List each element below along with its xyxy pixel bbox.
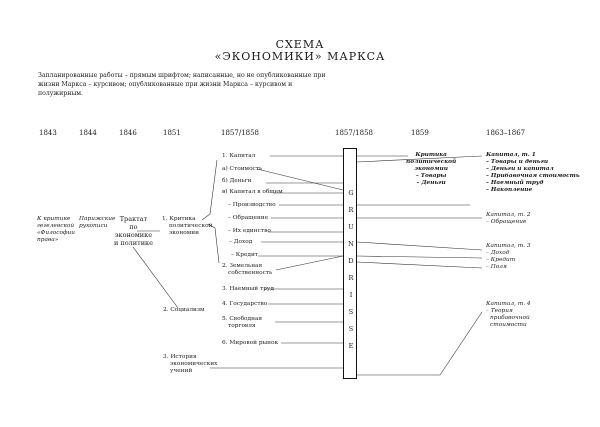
work-capital-vol1: Капитал, т. 1 – Товары и деньги – Деньги и капитал – Прибавочная стоимость – Наемный труд – Накопление: [486, 152, 580, 193]
grundrisse-letter: G: [348, 189, 354, 197]
diagram-title-line2: «ЭКОНОМИКИ» МАРКСА: [214, 50, 386, 63]
year-1859: 1859: [411, 129, 429, 137]
plan-credit: – Кредит: [231, 252, 259, 258]
work-1844-paris-manuscripts: Парижские рукописи: [79, 216, 116, 229]
year-1863-1867: 1863–1867: [486, 129, 526, 137]
plan-capital: 1. Капитал: [222, 153, 256, 159]
plan-wage-labour: 3. Наемный труд: [222, 286, 274, 292]
year-1851: 1851: [163, 129, 181, 137]
legend-paragraph: Запланированные работы – прямым шрифтом; написанные, но не опубликованные при жизни Маркса – курсивом; опубликованные при жизни Маркса – курсивом и полужирным.: [38, 72, 326, 97]
grundrisse-letter: U: [348, 223, 354, 231]
plan-production: – Производство: [228, 202, 276, 208]
plan-value: а) Стоимость: [222, 166, 263, 172]
work-capital-vol4: Капитал, т. 4 – Теория прибавочной стоимости: [486, 301, 531, 328]
grundrisse-letter: S: [348, 325, 354, 333]
grundrisse-letter: S: [348, 308, 354, 316]
work-1851-socialism: 2. Социализм: [163, 307, 205, 313]
plan-unity: – Их единство: [228, 228, 271, 234]
year-1857-plan: 1857/1858: [221, 129, 259, 137]
diagram-title-line1: СХЕМА: [275, 38, 325, 51]
grundrisse-letter: E: [348, 342, 354, 350]
plan-circulation: – Обращение: [228, 215, 269, 221]
work-1851-critique: 1. Критика политической экономии: [162, 216, 213, 236]
plan-landed-property: 2. Земельная собственность: [222, 263, 273, 276]
grundrisse-letter: D: [348, 257, 354, 265]
plan-state: 4. Государство: [222, 301, 268, 307]
plan-capital-general: в) Капитал в общем: [222, 189, 283, 195]
plan-revenue: – Доход: [229, 239, 253, 245]
work-1851-history: 3. История экономических учений: [163, 354, 218, 374]
work-capital-vol3: Капитал, т. 3 – Доход – Кредит – Поля: [486, 243, 531, 270]
work-1843-hegel-critique: К критике гегелевской «Философии права»: [37, 216, 76, 243]
grundrisse-box: [343, 148, 357, 379]
capital-vol1-title: Капитал, т. 1: [486, 152, 536, 158]
plan-free-trade: 5. Свободная торговля: [222, 316, 263, 329]
year-1857-grundrisse: 1857/1858: [335, 129, 373, 137]
year-1846: 1846: [119, 129, 137, 137]
grundrisse-letter: I: [349, 291, 353, 299]
grundrisse-letter: R: [348, 206, 354, 214]
plan-money: б) Деньги: [222, 178, 252, 184]
work-capital-vol2: Капитал, т. 2 – Обращение: [486, 212, 531, 225]
year-1843: 1843: [39, 129, 57, 137]
grundrisse-letter: R: [348, 274, 354, 282]
plan-world-market: 6. Мировой рынок: [222, 340, 279, 346]
grundrisse-letter: N: [348, 240, 354, 248]
work-1846-treatise: Трактат по экономике и политике: [114, 215, 153, 247]
year-1844: 1844: [79, 129, 97, 137]
work-1859-critique: Критика политической экономии – Товары – Деньги: [406, 152, 457, 186]
